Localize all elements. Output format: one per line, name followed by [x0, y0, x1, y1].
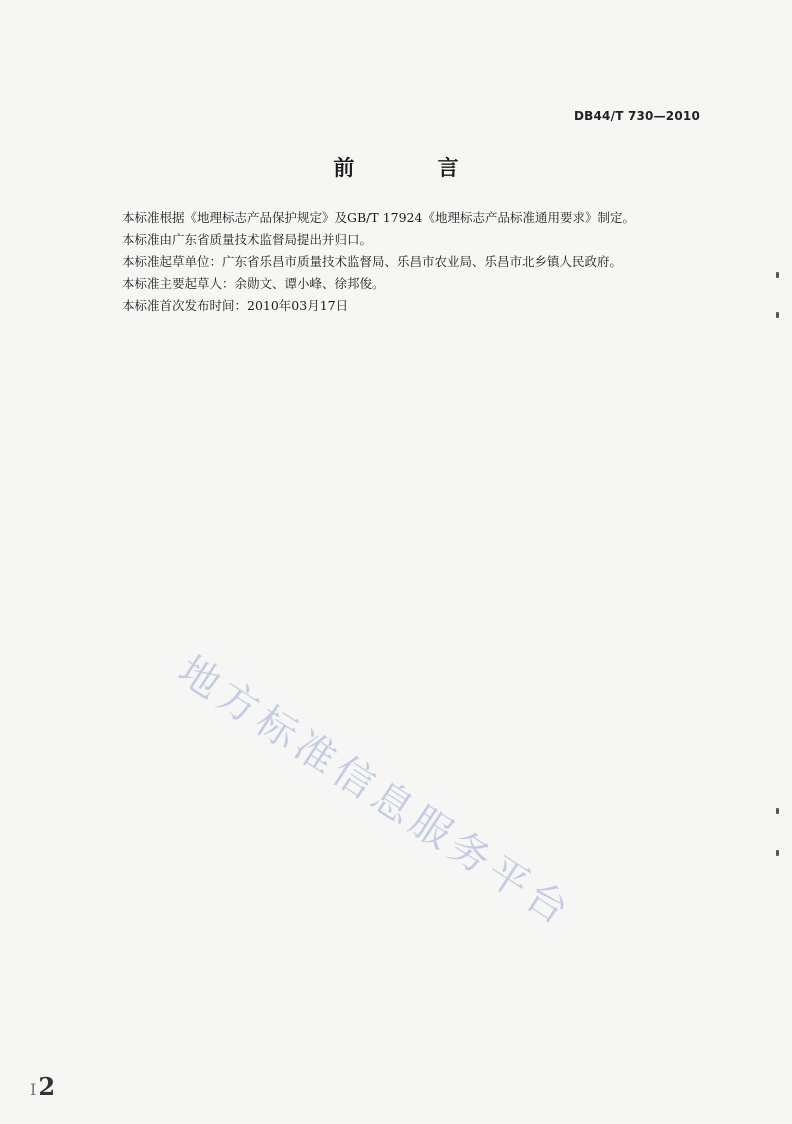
page-title: 前 言 — [333, 156, 497, 180]
watermark: 地方标准信息服务平台 — [170, 647, 581, 937]
paragraph-drafters: 本标准主要起草人：余勋文、谭小峰、徐邦俊。 — [122, 276, 385, 291]
scan-edge-mark — [776, 312, 779, 318]
scan-edge-mark — [776, 850, 779, 856]
foreword-body — [122, 207, 702, 317]
paragraph-basis: 本标准根据《地理标志产品保护规定》及GB/T 17924《地理标志产品标准通用要求》制定。 — [122, 210, 635, 225]
page-number — [30, 1072, 55, 1101]
page-roman-mark: I — [30, 1080, 37, 1099]
paragraph-proposer: 本标准由广东省质量技术监督局提出并归口。 — [122, 232, 373, 247]
standard-code: DB44/T 730—2010 — [574, 109, 700, 123]
scan-edge-mark — [776, 808, 779, 814]
page-number-value: 2 — [38, 1072, 56, 1101]
paragraph-drafting-units: 本标准起草单位：广东省乐昌市质量技术监督局、乐昌市农业局、乐昌市北乡镇人民政府。 — [122, 254, 623, 269]
scan-edge-mark — [776, 272, 779, 278]
paragraph-release-date: 本标准首次发布时间：2010年03月17日 — [122, 298, 349, 313]
